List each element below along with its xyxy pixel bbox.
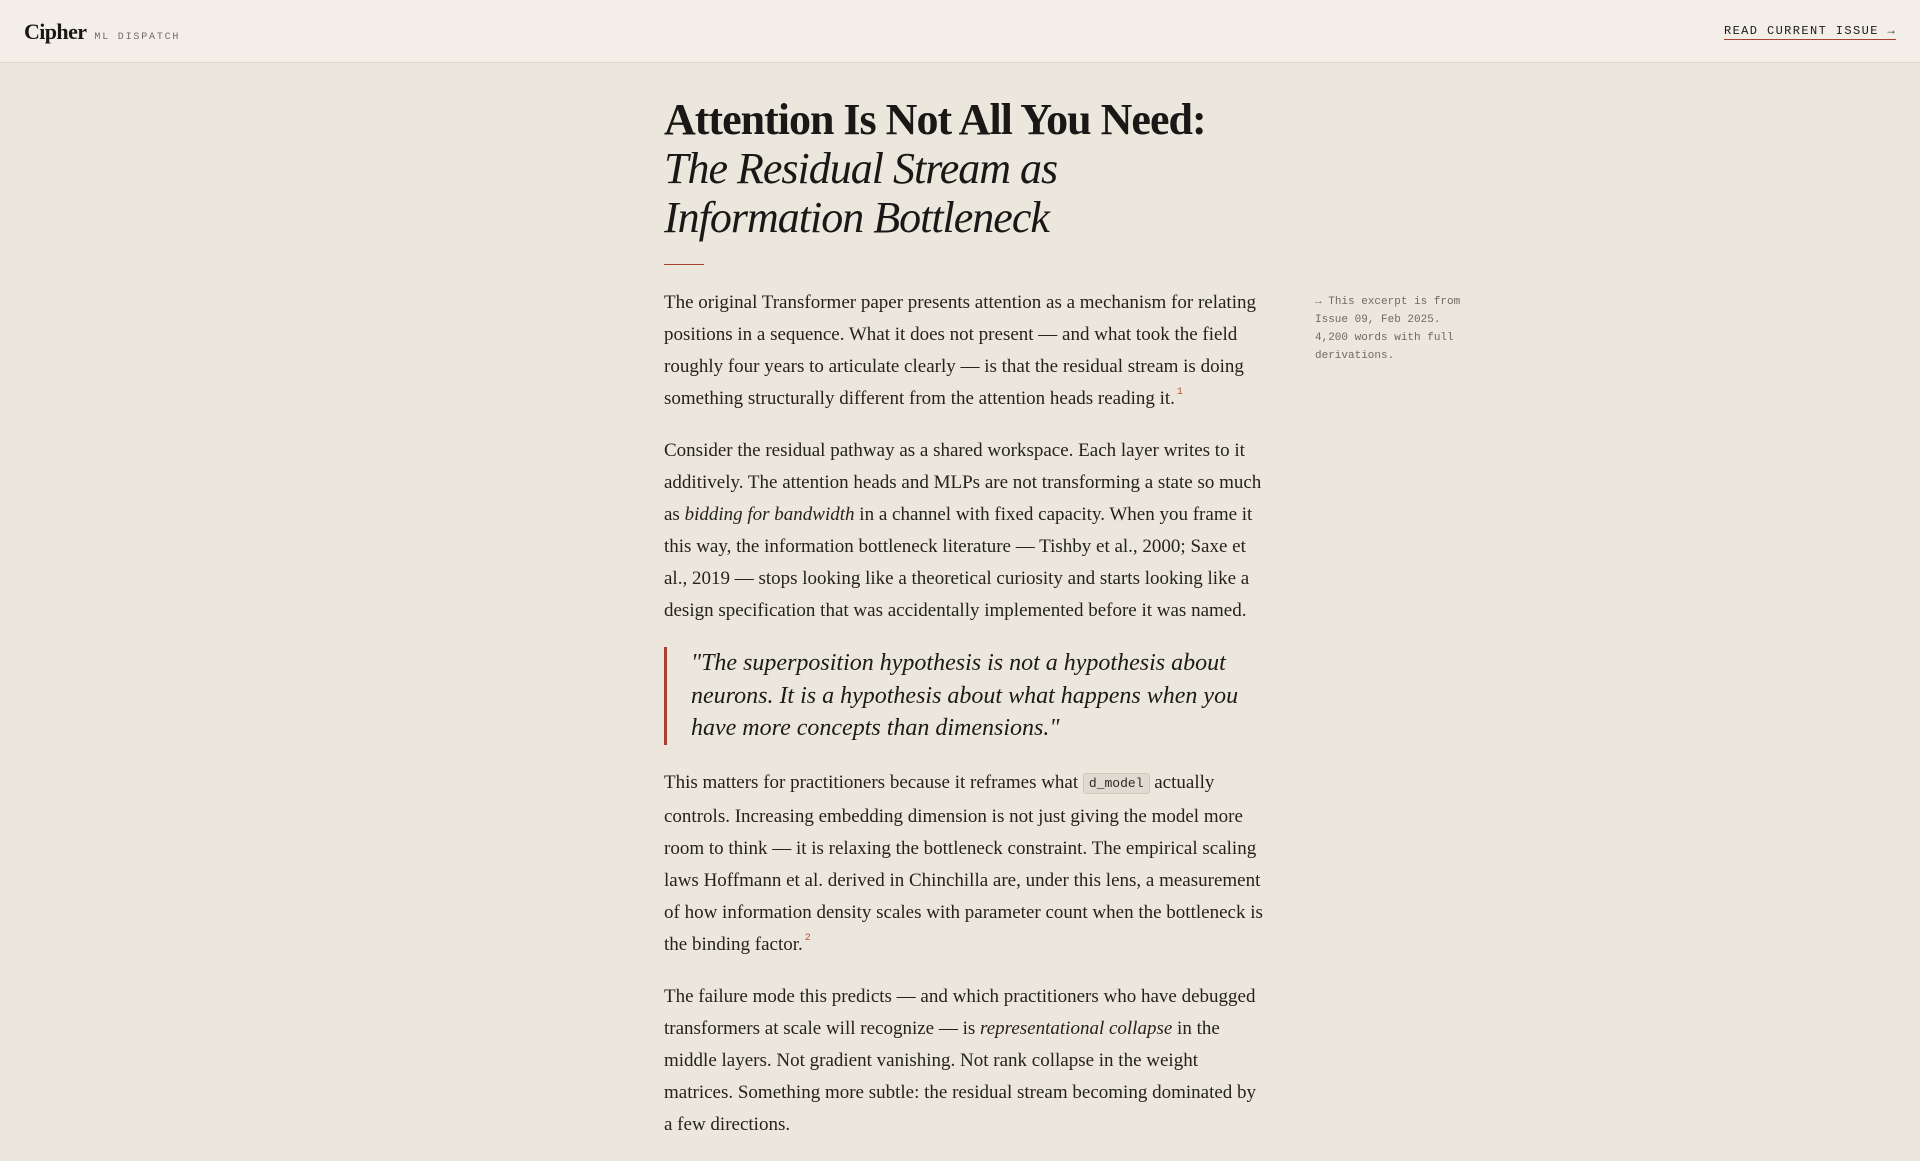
paragraph-3-text-b: actually controls. Increasing embedding dimension is not just giving the model more room to think — it is relaxing the bottleneck constraint. The empirical scaling laws Hoffmann et al. derived in Chinchilla are, under this lens, a measurement of how information density scales with parameter count when the bottleneck is the binding factor. (664, 771, 1263, 955)
brand[interactable] (24, 19, 180, 45)
paragraph-2-text-b: in a channel with fixed capacity. When you frame it this way, the information bottleneck literature — Tishby et al., 2000; Saxe et al., 2019 — stops looking like a theoretical curiosity and starts looking like a design specification that was accidentally implemented before it was named. (664, 504, 1253, 621)
emphasis-representational-collapse: representational collapse (980, 1017, 1173, 1039)
paragraph-3-text-a: This matters for practitioners because it reframes what (664, 771, 1083, 793)
brand-tagline: ML DISPATCH (94, 32, 181, 43)
title-sub-line-2: Information Bottleneck (664, 193, 1049, 242)
pull-quote: "The superposition hypothesis is not a hypothesis about neurons. It is a hypothesis about what happens when you have more concepts than dimensions." (664, 647, 1264, 745)
footnote-ref-1[interactable]: 1 (1176, 387, 1183, 398)
article-title (664, 95, 1264, 242)
title-main: Attention Is Not All You Need: (664, 95, 1206, 144)
paragraph-4-text-b: in the middle layers. Not gradient vanishing. Not rank collapse in the weight matrices. Something more subtle: the residual stream becoming dominated by a few directions. (664, 1017, 1257, 1135)
margin-note (1315, 293, 1475, 365)
title-divider (664, 264, 704, 265)
paragraph-1-text: The original Transformer paper presents attention as a mechanism for relating positions in a sequence. What it does not present — and what took the field roughly four years to articulate clearly — is that the residual stream is doing something structurally different from the attention heads reading it. (664, 292, 1256, 409)
footnote-ref-2[interactable]: 2 (804, 932, 811, 944)
arrow-right-icon: → (1315, 296, 1322, 308)
margin-note-text: This excerpt is from Issue 09, Feb 2025. 4,200 words with full derivations. (1315, 296, 1461, 362)
brand-name[interactable]: Cipher (24, 19, 87, 44)
site-header (0, 0, 1920, 63)
paragraph-1 (664, 287, 1264, 415)
read-current-issue-link[interactable]: READ CURRENT ISSUE → (1723, 24, 1896, 38)
emphasis-bidding-for-bandwidth: bidding for bandwidth (684, 504, 855, 525)
inline-code-d-model: d_model (1083, 773, 1150, 794)
paragraph-4-text-a: The failure mode this predicts — and which practitioners who have debugged transformers at scale will recognize — is (664, 985, 1256, 1039)
paragraph-2-text-a: Consider the residual pathway as a shared workspace. Each layer writes to it additively. The attention heads and MLPs are not transforming a state so much as (664, 440, 1262, 525)
article (664, 95, 1264, 1161)
paragraph-3 (664, 767, 1264, 961)
paragraph-2 (664, 435, 1264, 627)
title-sub-line-1: The Residual Stream as (664, 144, 1058, 193)
paragraph-4 (664, 981, 1264, 1141)
